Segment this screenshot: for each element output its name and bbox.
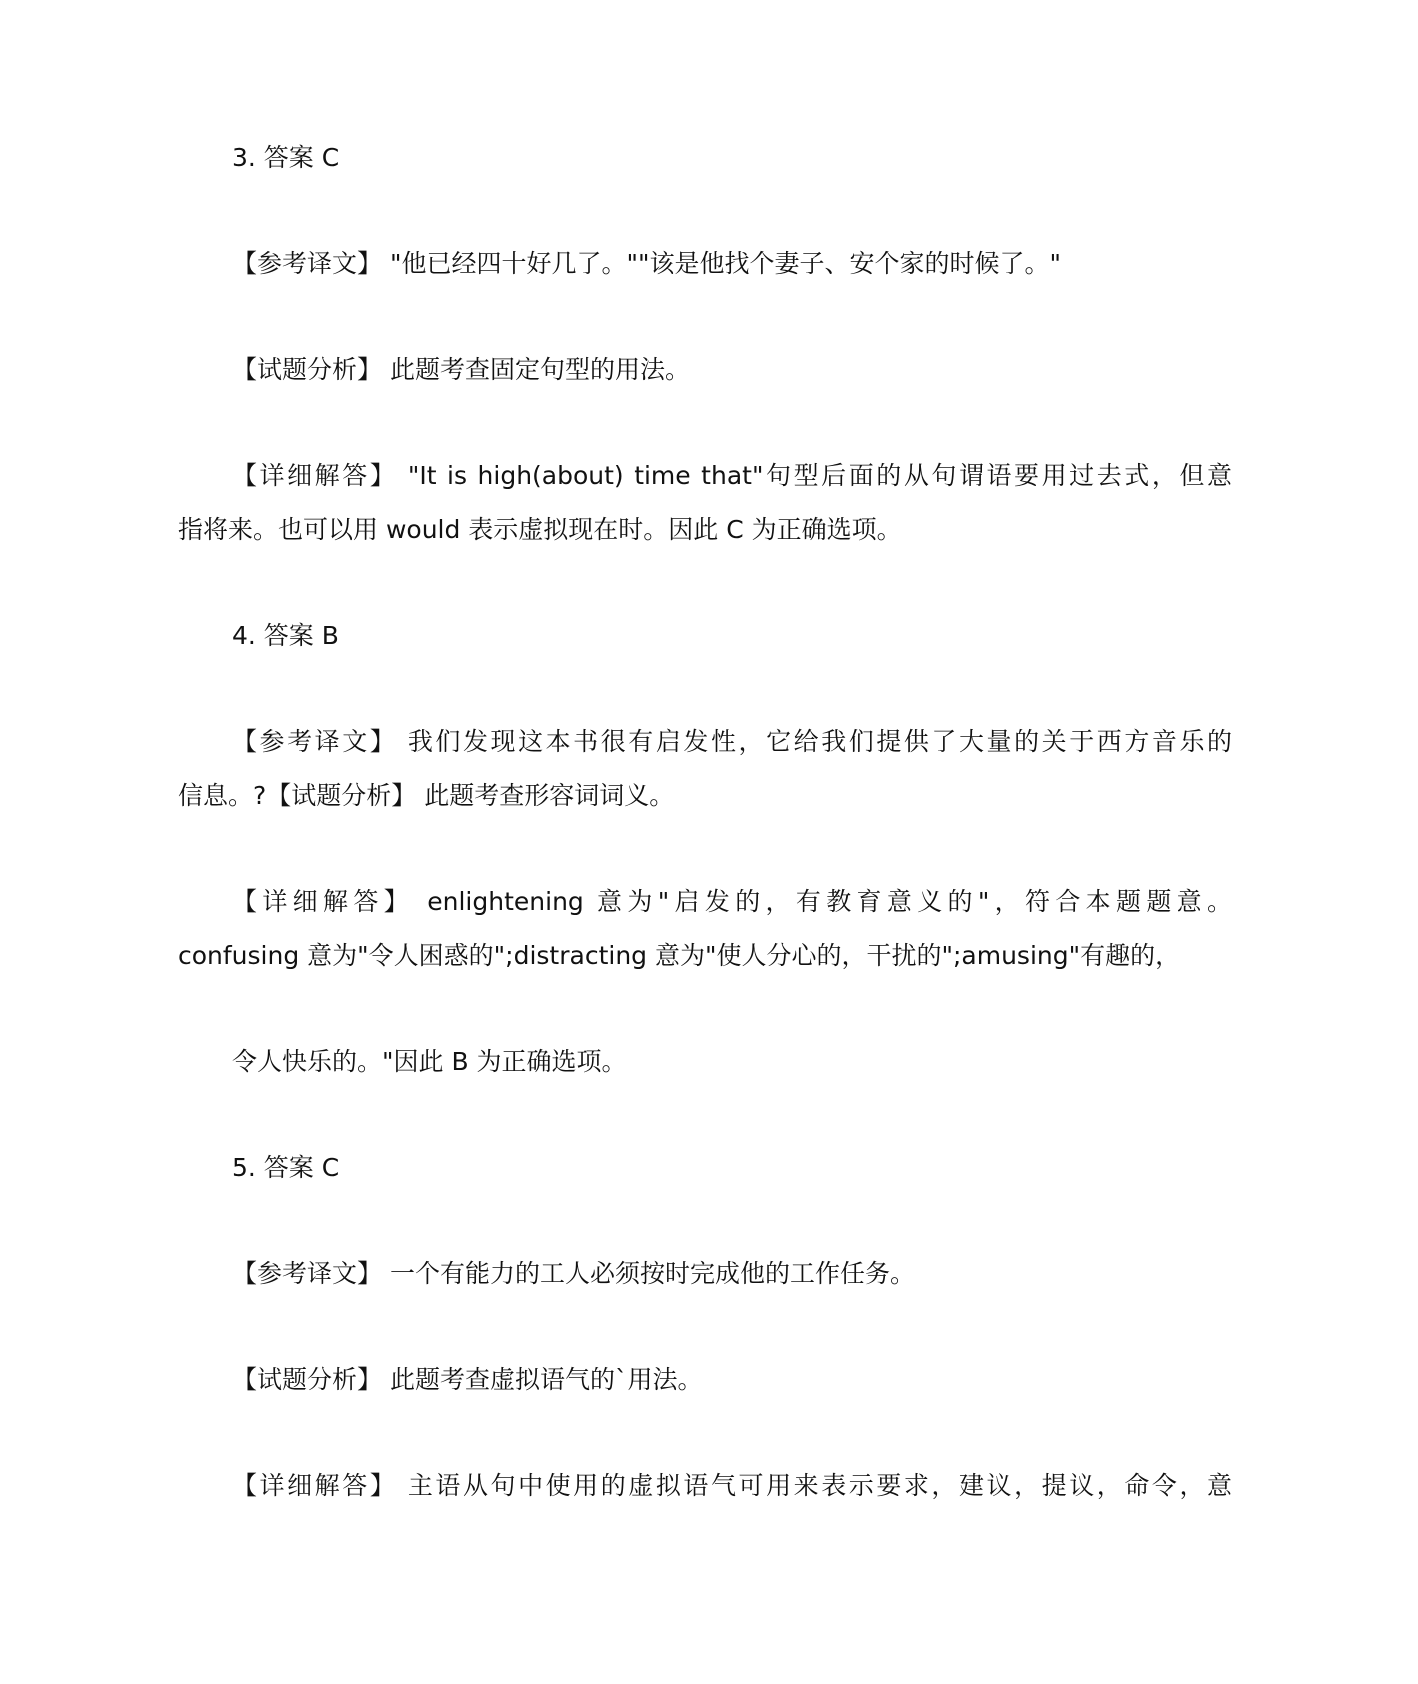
q3-answer: 3. 答案 C — [232, 143, 340, 172]
q3-analysis: 【试题分析】 此题考查固定句型的用法。 — [232, 355, 690, 384]
q3-detail-line1: 【详细解答】 "It is high(about) time that"句型后面的从句谓语要用过去式，但意 — [232, 461, 1232, 490]
q4-detail-line1: 【详细解答】 enlightening 意为"启发的，有教育意义的"，符合本题题意。 — [232, 887, 1232, 916]
q5-detail-line1: 【详细解答】 主语从句中使用的虚拟语气可用来表示要求，建议，提议，命令，意 — [232, 1471, 1232, 1500]
q4-detail-line3: 令人快乐的。"因此 B 为正确选项。 — [232, 1047, 627, 1076]
q4-translation-line2: 信息。?【试题分析】 此题考查形容词词义。 — [178, 781, 675, 810]
q4-detail-line2: confusing 意为"令人困惑的";distracting 意为"使人分心的，干扰的";amusing"有趣的， — [178, 941, 1181, 970]
q3-detail-line2: 指将来。也可以用 would 表示虚拟现在时。因此 C 为正确选项。 — [178, 515, 902, 544]
q4-answer: 4. 答案 B — [232, 621, 339, 650]
q5-translation: 【参考译文】 一个有能力的工人必须按时完成他的工作任务。 — [232, 1259, 915, 1288]
q5-analysis: 【试题分析】 此题考查虚拟语气的`用法。 — [232, 1365, 703, 1394]
q3-translation: 【参考译文】 "他已经四十好几了。""该是他找个妻子、安个家的时候了。" — [232, 249, 1061, 278]
q5-answer: 5. 答案 C — [232, 1153, 340, 1182]
q4-translation-line1: 【参考译文】 我们发现这本书很有启发性，它给我们提供了大量的关于西方音乐的 — [232, 727, 1232, 756]
